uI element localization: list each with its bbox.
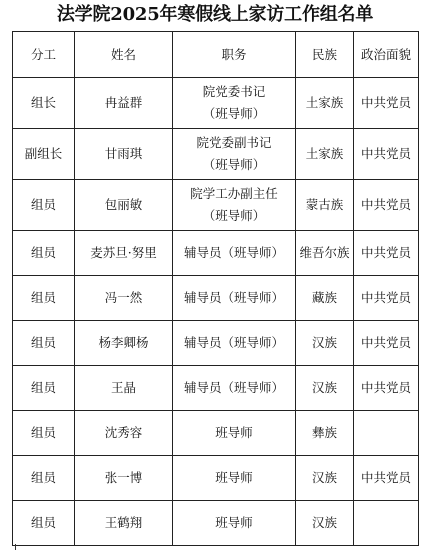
cell-ethnicity: 维吾尔族 xyxy=(296,231,354,276)
cell-role: 组员 xyxy=(13,411,75,456)
position-line: （班导师） xyxy=(202,208,266,223)
position-line: 院党委书记 xyxy=(202,84,266,99)
table-row xyxy=(13,276,419,321)
table-row xyxy=(13,321,419,366)
cell-position xyxy=(173,231,296,276)
table-row xyxy=(13,501,419,546)
header-cell-name: 姓名 xyxy=(75,32,173,78)
cell-political-status: 中共党员 xyxy=(354,129,419,180)
position-line: 班导师 xyxy=(215,515,253,530)
cell-role: 组员 xyxy=(13,276,75,321)
position-line: 班导师 xyxy=(215,470,253,485)
cell-political-status: 中共党员 xyxy=(354,180,419,231)
table-row xyxy=(13,366,419,411)
cell-political-status: 中共党员 xyxy=(354,78,419,129)
position-line: 辅导员（班导师） xyxy=(183,290,284,305)
cell-position xyxy=(173,78,296,129)
roster-table xyxy=(12,31,419,546)
table-row xyxy=(13,78,419,129)
cell-position xyxy=(173,366,296,411)
cell-name: 麦苏旦·努里 xyxy=(75,231,173,276)
cell-ethnicity: 汉族 xyxy=(296,501,354,546)
text-cursor xyxy=(15,544,16,550)
cell-position xyxy=(173,321,296,366)
cell-role: 组员 xyxy=(13,180,75,231)
cell-role: 组员 xyxy=(13,501,75,546)
cell-political-status: 中共党员 xyxy=(354,321,419,366)
cell-role: 组员 xyxy=(13,456,75,501)
table-row xyxy=(13,411,419,456)
position-line: 辅导员（班导师） xyxy=(183,245,284,260)
cell-name: 张一博 xyxy=(75,456,173,501)
cell-ethnicity: 彝族 xyxy=(296,411,354,456)
cell-role: 组员 xyxy=(13,321,75,366)
cell-ethnicity: 土家族 xyxy=(296,129,354,180)
cell-name: 冉益群 xyxy=(75,78,173,129)
cell-position xyxy=(173,276,296,321)
cell-role: 组员 xyxy=(13,231,75,276)
position-line: 院学工办副主任 xyxy=(190,186,278,201)
cell-role: 组员 xyxy=(13,366,75,411)
cell-political-status: 中共党员 xyxy=(354,231,419,276)
cell-ethnicity: 藏族 xyxy=(296,276,354,321)
cell-position xyxy=(173,129,296,180)
cell-political-status xyxy=(354,411,419,456)
cell-ethnicity: 土家族 xyxy=(296,78,354,129)
cell-political-status: 中共党员 xyxy=(354,366,419,411)
table-row xyxy=(13,456,419,501)
cell-name: 杨李卿杨 xyxy=(75,321,173,366)
header-cell-ethnicity: 民族 xyxy=(296,32,354,78)
cell-name: 冯一然 xyxy=(75,276,173,321)
cell-position xyxy=(173,411,296,456)
cell-name: 王晶 xyxy=(75,366,173,411)
document-title: 法学院2025年寒假线上家访工作组名单 xyxy=(56,4,374,25)
cell-political-status: 中共党员 xyxy=(354,276,419,321)
table-row xyxy=(13,180,419,231)
cell-ethnicity: 汉族 xyxy=(296,366,354,411)
cell-position xyxy=(173,501,296,546)
position-line: 辅导员（班导师） xyxy=(183,335,284,350)
header-cell-role: 分工 xyxy=(13,32,75,78)
table-row xyxy=(13,129,419,180)
position-line: 院党委副书记 xyxy=(196,135,272,150)
cell-role: 副组长 xyxy=(13,129,75,180)
cell-ethnicity: 蒙古族 xyxy=(296,180,354,231)
header-cell-position: 职务 xyxy=(173,32,296,78)
cell-ethnicity: 汉族 xyxy=(296,321,354,366)
table-row xyxy=(13,231,419,276)
position-line: （班导师） xyxy=(202,106,266,121)
cell-political-status xyxy=(354,501,419,546)
cell-position xyxy=(173,456,296,501)
header-cell-political-status: 政治面貌 xyxy=(354,32,419,78)
cell-role: 组长 xyxy=(13,78,75,129)
table-header-row xyxy=(13,32,419,78)
cell-name: 王鹤翔 xyxy=(75,501,173,546)
cell-ethnicity: 汉族 xyxy=(296,456,354,501)
cell-name: 包丽敏 xyxy=(75,180,173,231)
cell-political-status: 中共党员 xyxy=(354,456,419,501)
position-line: 辅导员（班导师） xyxy=(183,380,284,395)
position-line: （班导师） xyxy=(202,157,266,172)
cell-position xyxy=(173,180,296,231)
cell-name: 沈秀容 xyxy=(75,411,173,456)
position-line: 班导师 xyxy=(215,425,253,440)
cell-name: 甘雨琪 xyxy=(75,129,173,180)
